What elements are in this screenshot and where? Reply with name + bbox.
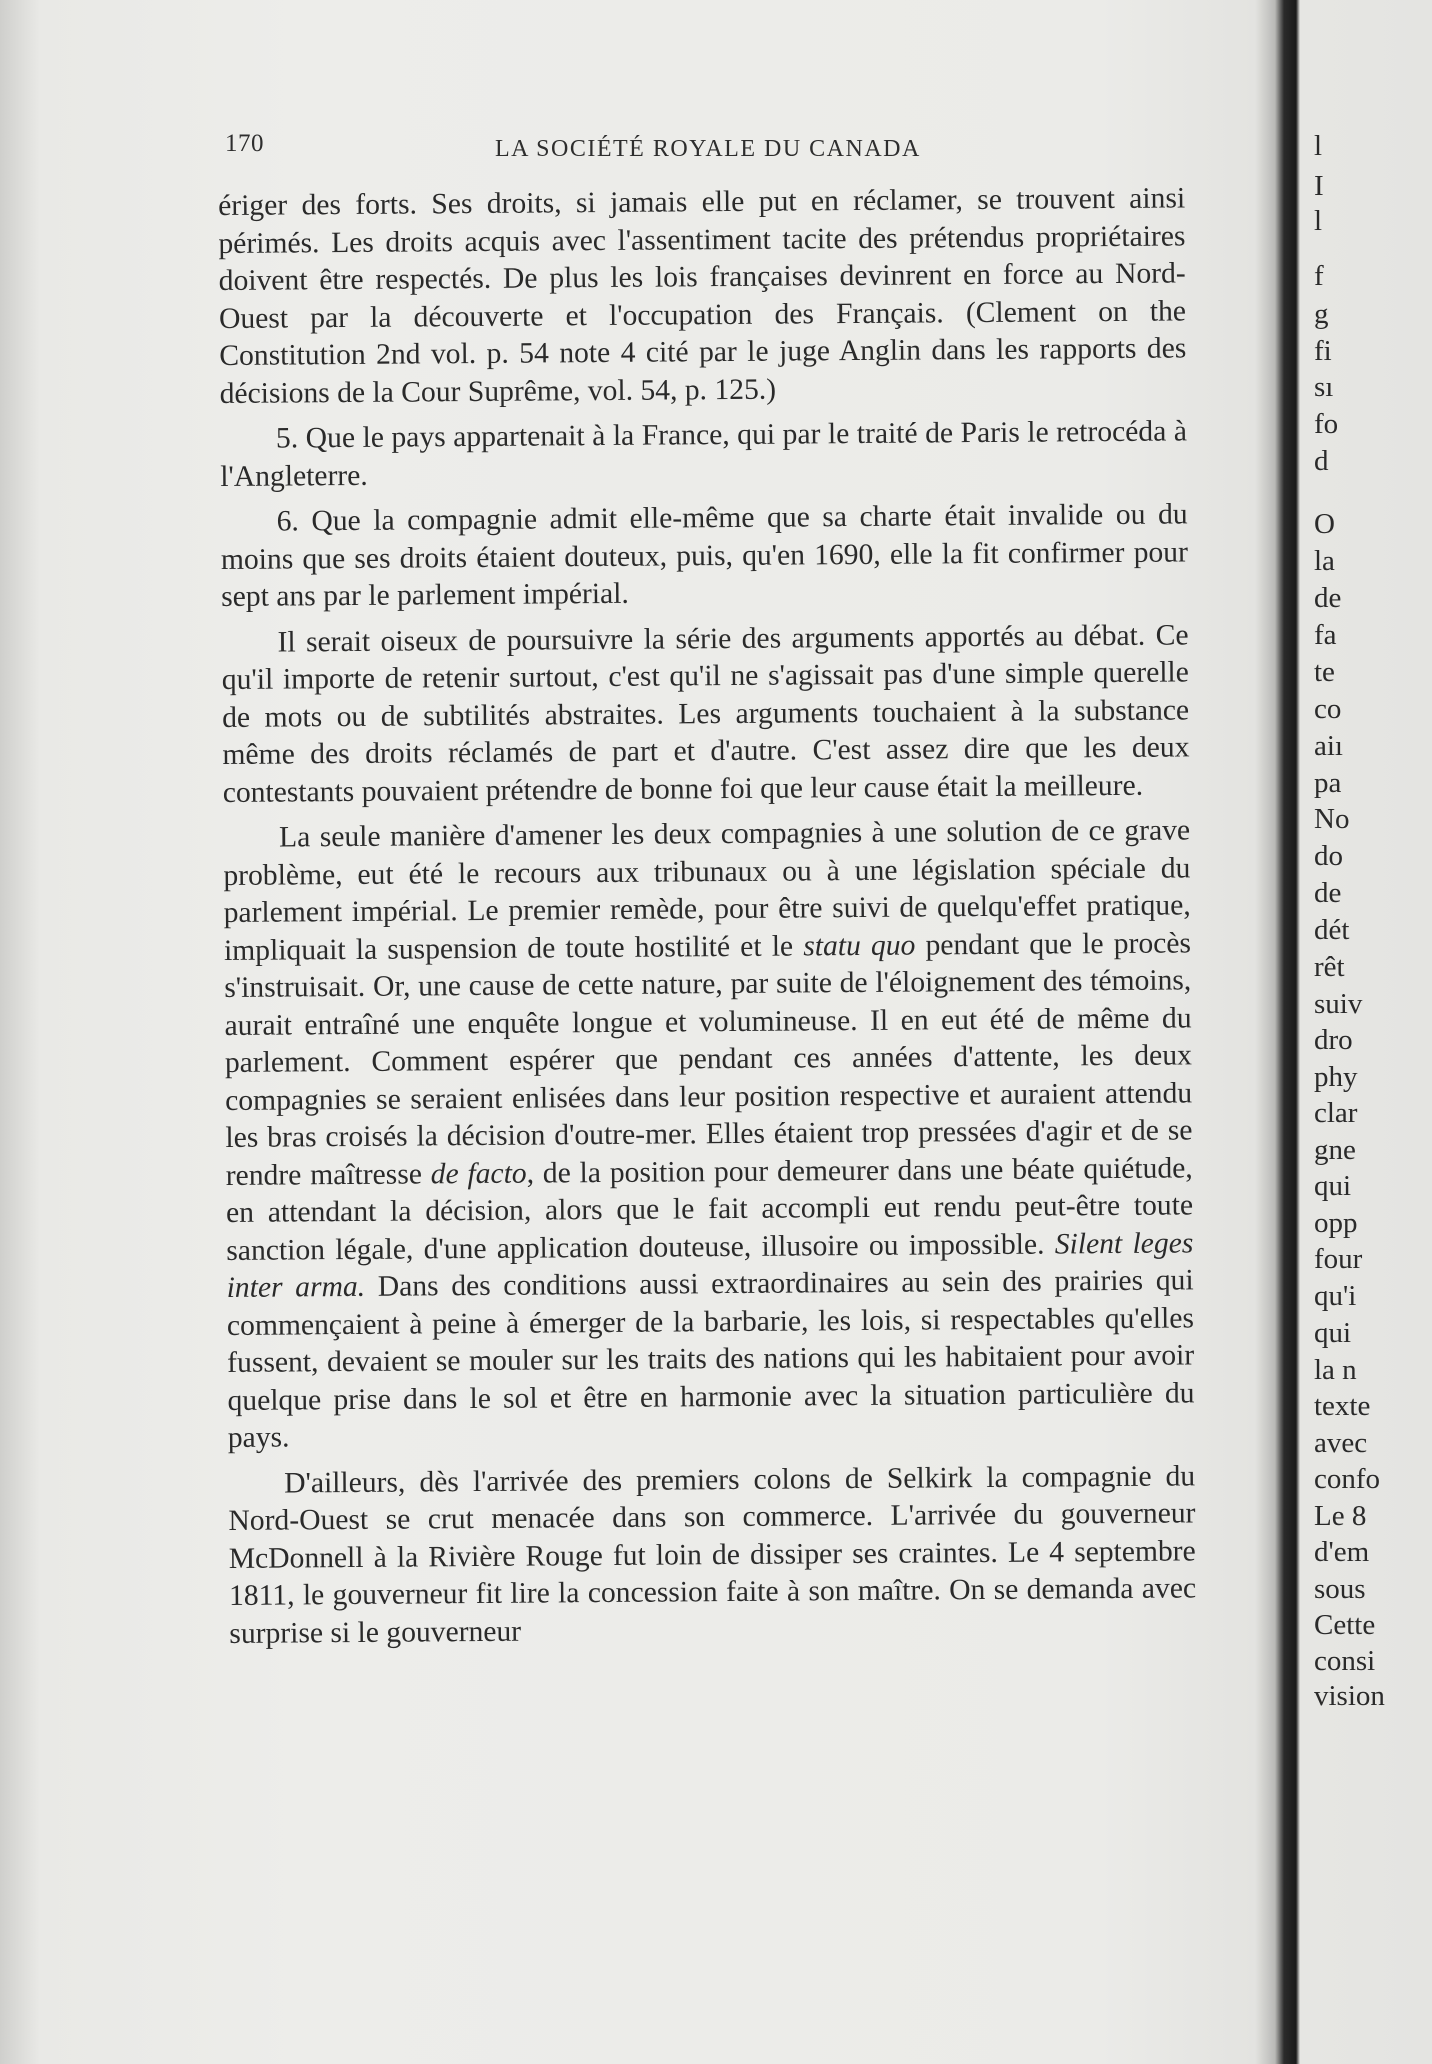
italic-text: statu quo	[803, 929, 916, 962]
facing-page-fragment: phy	[1314, 1061, 1358, 1093]
facing-page-fragment: qui	[1314, 1317, 1352, 1349]
facing-page-fragment: suiv	[1314, 988, 1363, 1020]
paragraph	[223, 812, 1195, 1457]
facing-page-fragment: fi	[1314, 335, 1332, 367]
facing-page-fragment: gne	[1314, 1134, 1356, 1166]
page-number: 170	[225, 130, 264, 157]
facing-page-fragment: f	[1314, 260, 1324, 292]
facing-page-fragment: te	[1314, 656, 1335, 688]
body-text	[218, 180, 1197, 1661]
text-run: D'ailleurs, dès l'arrivée des premiers colons de Selkirk la compagnie du Nord-Ouest se crut menacée dans son commerce. L'arrivée du gouverneur McDonnell à la Rivière Rouge fut loin de dissiper ses craintes. Le 4 septembre 1811, le gouverneur fit lire la concession faite à son maître. On se demanda avec surprise si le gouverneur	[228, 1459, 1197, 1650]
facing-page-fragment: consi	[1314, 1645, 1376, 1677]
facing-page-fragment: qui	[1314, 1170, 1352, 1202]
text-run: ériger des forts. Ses droits, si jamais elle put en réclamer, se trouvent ainsi périmés. Les droits acquis avec l'assentiment tacite des prétendus propriétaires doivent être respectés. De plus les lois françaises devinrent en force au Nord-Ouest par la découverte et l'occupation des Français. (Clement on the Constitution 2nd vol. p. 54 note 4 cité par le juge Anglin dans les rapports des décisions de la Cour Suprême, vol. 54, p. 125.)	[218, 182, 1187, 410]
facing-page-fragment: la	[1314, 545, 1335, 577]
facing-page-fragment: rêt	[1314, 951, 1345, 983]
facing-page-fragment: avec	[1314, 1427, 1368, 1459]
facing-page-fragment: pa	[1314, 767, 1342, 799]
facing-page-fragment: co	[1314, 693, 1342, 725]
facing-page-fragment: confo	[1314, 1463, 1381, 1495]
facing-page-fragment: vision	[1314, 1680, 1385, 1712]
italic-text: de facto	[430, 1157, 527, 1190]
paragraph	[228, 1458, 1196, 1653]
facing-page-fragment: clar	[1314, 1097, 1358, 1129]
facing-page-fragment: sı	[1314, 371, 1334, 403]
running-head	[225, 130, 1200, 170]
running-title: LA SOCIÉTÉ ROYALE DU CANADA	[495, 136, 921, 162]
facing-page-fragment: g	[1314, 298, 1329, 330]
facing-page-fragment: sous	[1314, 1573, 1366, 1605]
facing-page-edge	[1300, 0, 1432, 2064]
facing-page-fragment: fa	[1314, 619, 1337, 651]
facing-page-fragment: texte	[1314, 1390, 1371, 1422]
facing-page-fragment: fo	[1314, 408, 1339, 440]
facing-page-fragment: d	[1314, 445, 1329, 477]
facing-page-fragment: aiı	[1314, 730, 1343, 762]
facing-page-fragment: de	[1314, 582, 1342, 614]
left-page	[40, 0, 1276, 2064]
text-run: 6. Que la compagnie admit elle-même que sa charte était invalide ou du moins que ses droits étaient douteux, puis, qu'en 1690, elle la fit confirmer pour sept ans par le parlement impérial.	[220, 498, 1189, 613]
facing-page-fragment: la n	[1314, 1354, 1357, 1386]
facing-page-fragment: dét	[1314, 914, 1350, 946]
paragraph	[220, 413, 1188, 496]
paragraph	[220, 496, 1188, 616]
facing-page-fragment: four	[1314, 1243, 1363, 1275]
facing-page-fragment: Cette	[1314, 1609, 1376, 1641]
facing-page-fragment: qu'i	[1314, 1280, 1357, 1312]
facing-page-fragment: opp	[1314, 1207, 1358, 1239]
text-run: La seule manière d'amener les deux compagnies à une solution de ce grave problème, eut été le recours aux tribunaux ou à une législation spéciale du parlement impérial. Le premier remède, pour être suivi de quelqu'effet pratique, impliquait la suspension de toute hostilité et le	[223, 814, 1191, 967]
facing-page-fragment: Le 8	[1314, 1500, 1367, 1532]
facing-page-fragment: de	[1314, 877, 1342, 909]
facing-page-fragment: No	[1314, 803, 1350, 835]
italic-text: Silent leges inter arma.	[226, 1226, 1194, 1304]
text-run: Dans des conditions aussi extraordinaires au sein des prairies qui commençaient à peine à émerger de la barbarie, les lois, si respectables qu'elles fussent, devaient se mouler sur les traits des nations qui les habitaient pour avoir quelque prise dans le sol et être en harmonie avec la situation particulière du pays.	[226, 1264, 1195, 1454]
facing-page-fragment: l	[1314, 130, 1323, 162]
facing-page-fragment: dro	[1314, 1024, 1353, 1056]
facing-page-fragment: do	[1314, 840, 1343, 872]
text-run: , de la position pour demeurer dans une béate quiétude, en attendant la décision, alors que le fait accompli eut rendu peut-être toute sanction légale, d'une application douteuse, illusoire ou impossible.	[225, 1151, 1194, 1267]
facing-page-fragment: O	[1314, 508, 1335, 540]
facing-page-fragment: d'em	[1314, 1536, 1370, 1568]
facing-page-fragment: I	[1314, 170, 1324, 202]
text-run: pendant que le procès s'instruisait. Or, une cause de cette nature, par suite de l'éloignement des témoins, aurait entraîné une enquête longue et volumineuse. Il en eut été de même du parlement. Comment espérer que pendant ces années d'attente, les deux compagnies se seraient enlisées dans leur position respective et auraient attendu les bras croisés la décision d'outre-mer. Elles étaient trop pressées d'agir et de se rendre maîtresse	[224, 926, 1193, 1192]
facing-page-fragment: l	[1314, 205, 1323, 237]
paragraph	[218, 180, 1187, 413]
text-run: Il serait oiseux de poursuivre la série des arguments apportés au débat. Ce qu'il importe de retenir surtout, c'est qu'il ne s'agissait pas d'une simple querelle de mots ou de subtilités abstraites. Les arguments touchaient à la substance même des droits réclamés de part et d'autre. C'est assez dire que les deux contestants pouvaient prétendre de bonne foi que leur cause était la meilleure.	[221, 618, 1190, 809]
text-run: 5. Que le pays appartenait à la France, qui par le traité de Paris le retrocéda à l'Angleterre.	[220, 415, 1188, 493]
paragraph	[221, 617, 1189, 812]
